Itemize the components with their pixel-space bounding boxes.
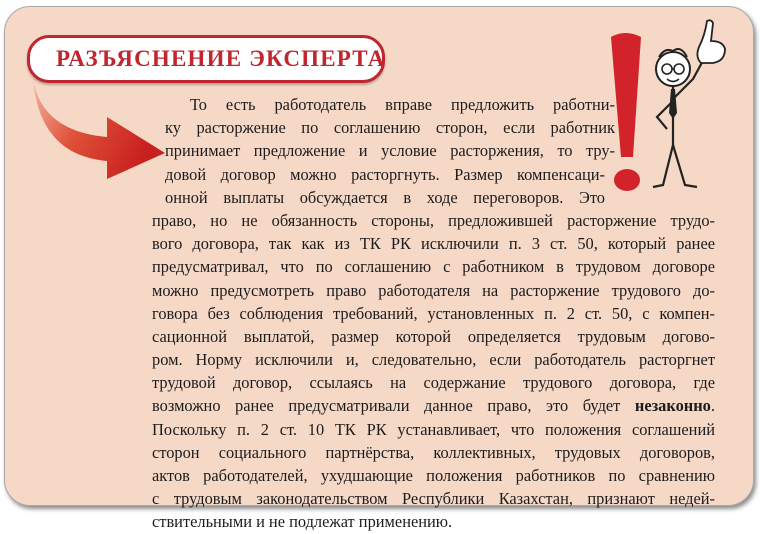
text-line: право, но не обязанность стороны, предложившей расторжение трудо- [152, 210, 715, 230]
text-line: сационной выплатой, размер которой определяется трудовым догово- [152, 326, 715, 346]
text-line: с трудовым законодательством Республики Казахстан, признают недей- [152, 489, 715, 509]
text-line: довой договор можно расторгнуть. Размер компенсаци- [165, 164, 605, 184]
red-curved-arrow-icon [29, 71, 169, 181]
text-line: Поскольку п. 2 ст. 10 ТК РК устанавливает, что положения соглашений [152, 419, 715, 439]
text-line: сторон социального партнёрства, коллективных, трудовых договоров, [152, 442, 715, 462]
text-line: То есть работодатель вправе предложить работни- [190, 95, 615, 114]
text-line: ствительными и не подлежат применению. [152, 512, 453, 532]
emphasis-word: незаконно [634, 396, 711, 416]
text-line: ку расторжение по соглашению сторон, если работник [165, 118, 615, 138]
text-line: принимает предложение и условие расторжения, то тру- [165, 141, 615, 161]
text-fragment: . [710, 396, 715, 416]
text-line: вого договора, так как из ТК РК исключили п. 3 ст. 50, который ранее [152, 234, 715, 254]
text-line: ром. Норму исключили и, следовательно, если работодатель расторгнет [152, 350, 715, 370]
text-line: говора без соблюдения требований, установленных п. 2 ст. 50, с компен- [152, 303, 715, 323]
explanation-text [152, 93, 725, 534]
text-line: трудовой договор, ссылаясь на содержание трудового договора, где [152, 373, 715, 393]
expert-card [4, 6, 754, 532]
text-line: актов работодателей, ухудшающие положения работников по сравнению [152, 466, 715, 485]
text-fragment: возможно ранее предусматривали данное право, это будет [152, 396, 621, 416]
text-line: предусматривал, что по соглашению с работником в трудовом договоре [152, 257, 715, 277]
text-line-emphasis [152, 394, 715, 417]
text-line: можно предусмотреть право работодателя на расторжение трудового до- [152, 280, 715, 300]
text-line: онной выплаты обсуждается в ходе переговоров. Это [165, 187, 605, 207]
section-title: РАЗЪЯСНЕНИЕ ЭКСПЕРТА [56, 46, 386, 71]
